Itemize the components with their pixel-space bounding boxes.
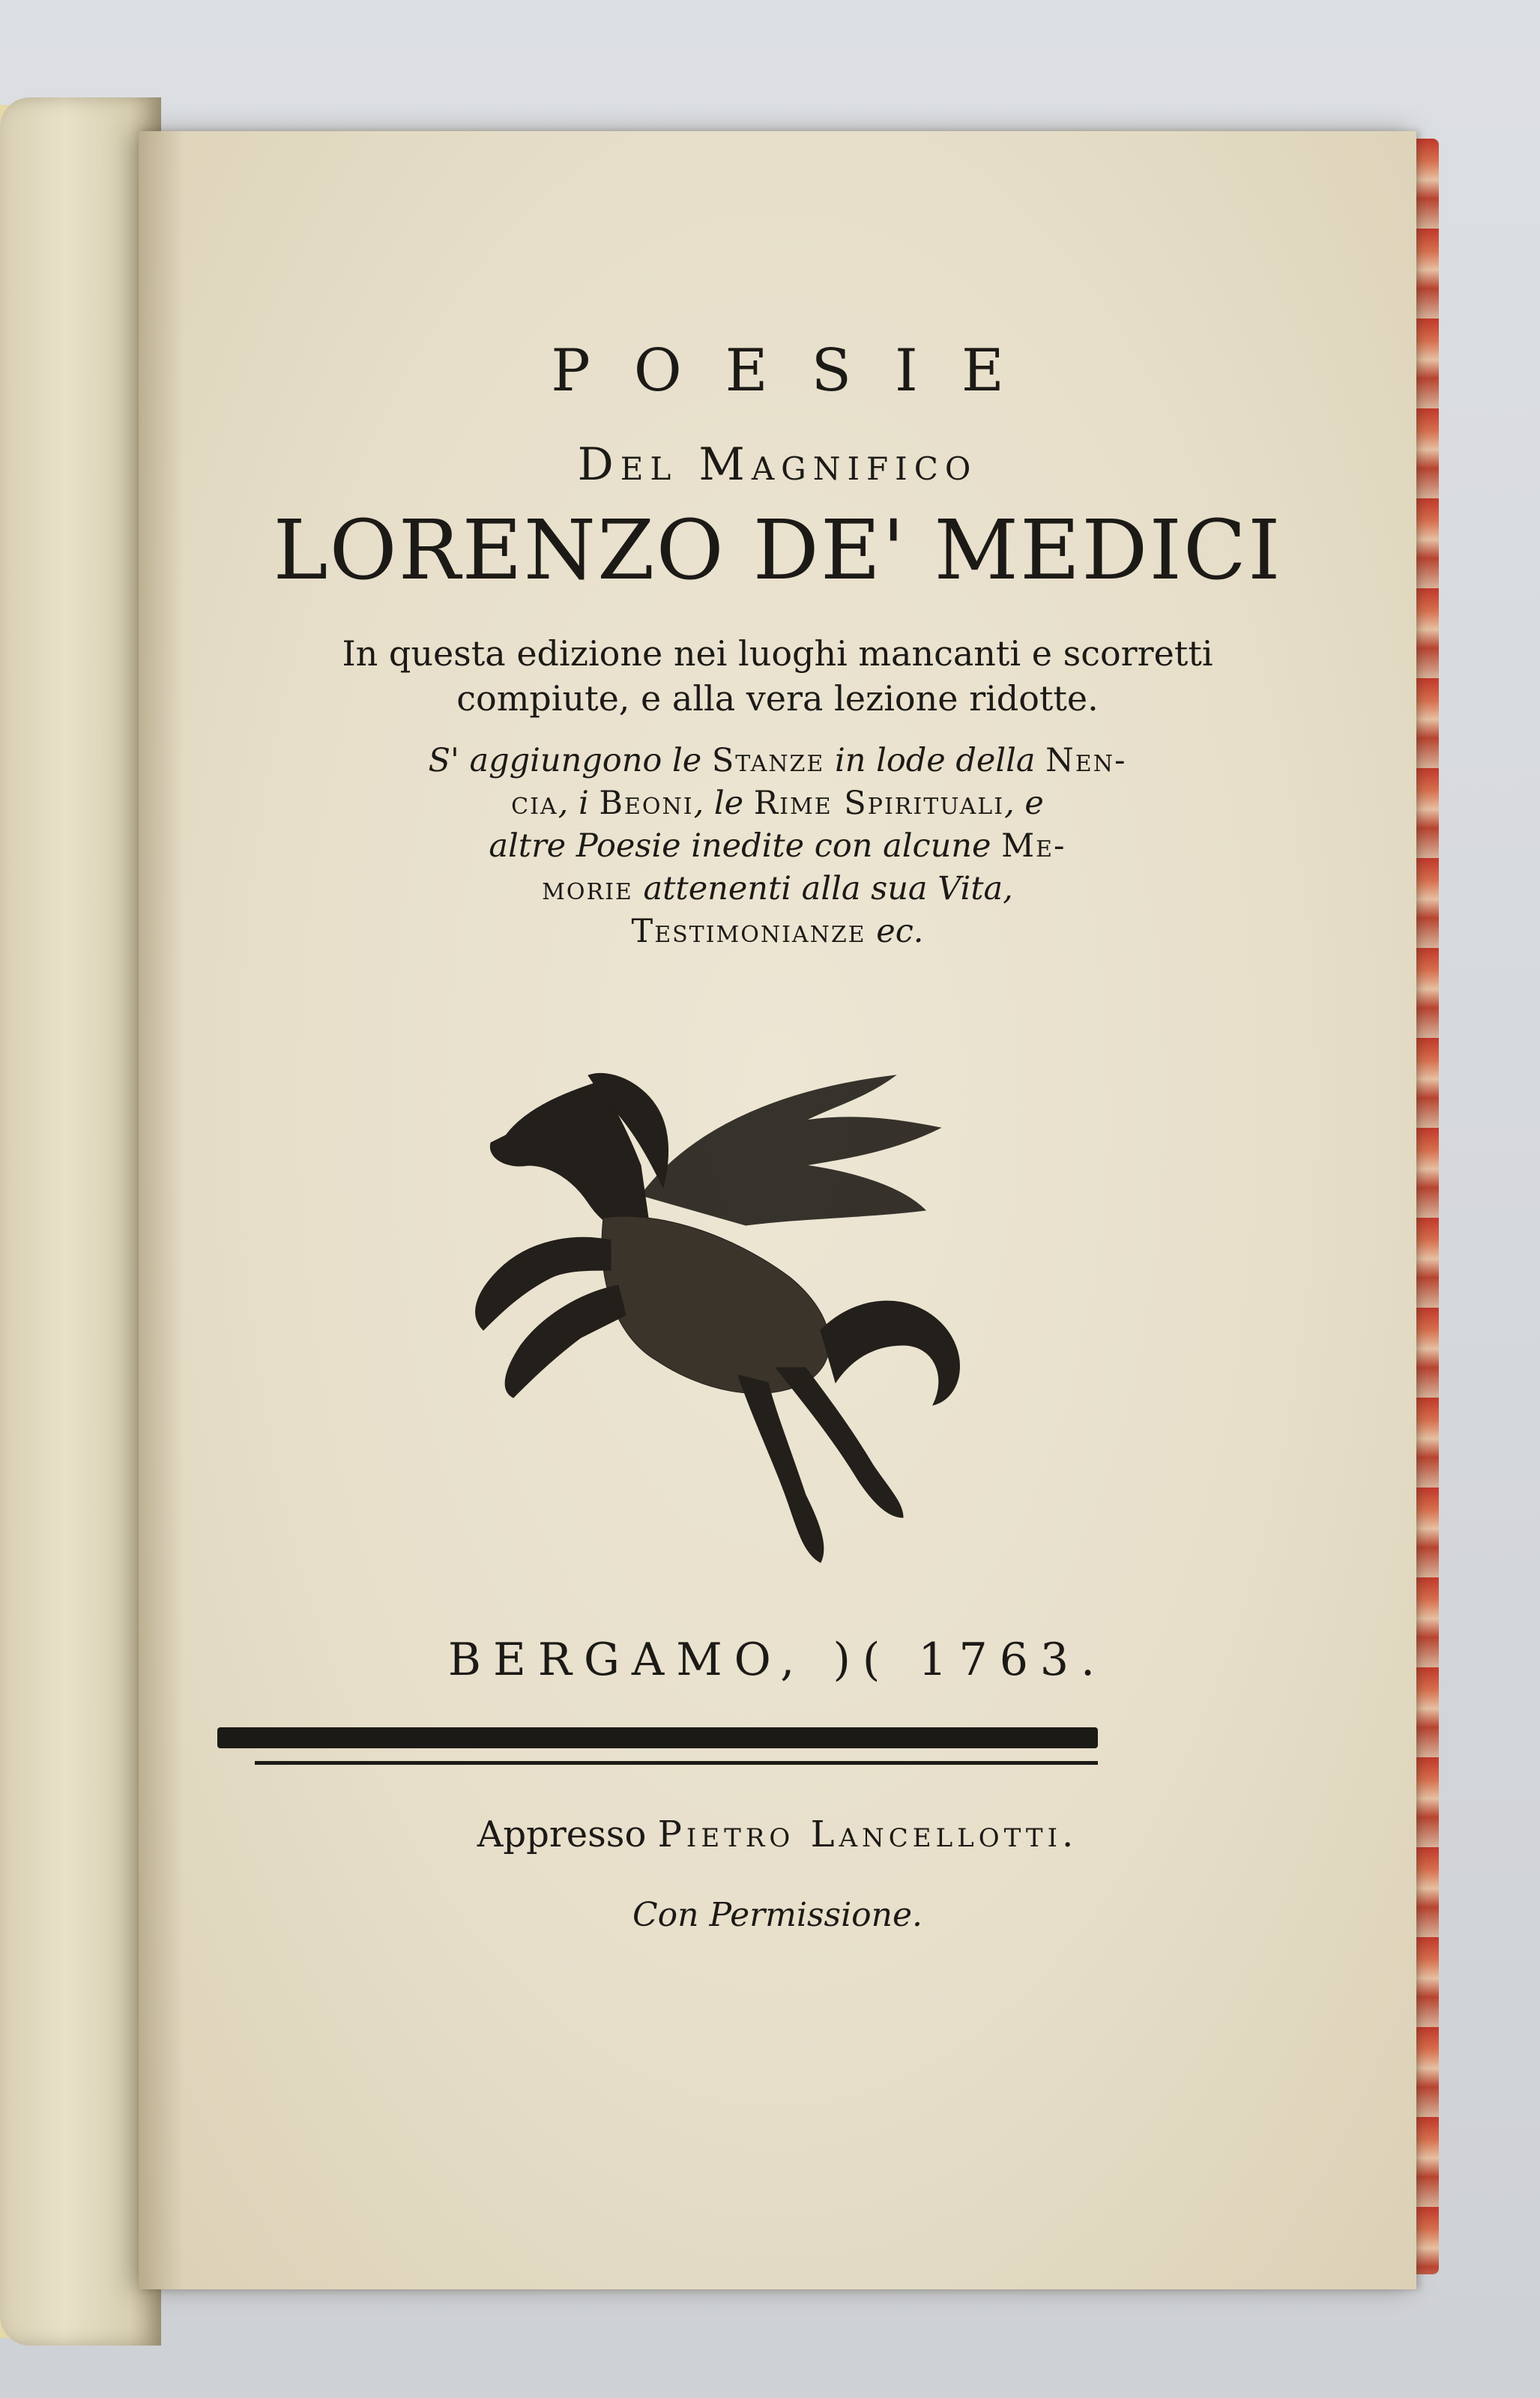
additions-text: , le [693, 785, 744, 822]
additions-text: , i [558, 785, 589, 822]
additions-text: in lode della [834, 742, 1036, 779]
additions-line-2 [139, 785, 1416, 822]
additions-line-3 [139, 827, 1416, 865]
additions-text: , e [1004, 785, 1044, 822]
title-page [139, 131, 1416, 2289]
additions-text: S' aggiungono le [428, 742, 702, 779]
thick-rule [217, 1727, 1098, 1748]
additions-smallcaps: Rime Spirituali [753, 785, 1005, 822]
additions-smallcaps: Me- [1001, 827, 1066, 865]
additions-smallcaps: Nen- [1045, 742, 1127, 779]
additions-smallcaps: Stanze [711, 742, 825, 779]
place-and-date: BERGAMO, )( 1763. [447, 1634, 1108, 1686]
left-page [0, 97, 161, 2346]
additions-text: altre Poesie inedite con alcune [489, 827, 991, 865]
additions-text: ec. [876, 913, 924, 950]
permission-line: Con Permissione. [632, 1896, 923, 1934]
description-line-1: In questa edizione nei luoghi mancanti e scorretti [342, 633, 1213, 674]
additions-line-4 [139, 870, 1416, 907]
description-line-2: compiute, e alla vera lezione ridotte. [456, 678, 1099, 719]
main-title: POESIE [551, 337, 1048, 405]
printer-name: Pietro Lancellotti. [657, 1813, 1078, 1855]
additions-smallcaps: Testimonianze [631, 913, 866, 950]
printer-line [139, 1813, 1416, 1855]
printer-prefix: Appresso [477, 1813, 647, 1855]
author-prefix: Del Magnifico [577, 438, 978, 491]
additions-text: attenenti alla sua Vita, [643, 870, 1013, 907]
additions-smallcaps: Beoni [599, 785, 694, 822]
additions-smallcaps: cia [511, 785, 558, 822]
additions-smallcaps: morie [542, 870, 633, 907]
thin-rule [255, 1761, 1098, 1765]
pegasus-woodcut [416, 1045, 985, 1600]
additions-line-1 [139, 742, 1416, 779]
additions-line-5 [139, 913, 1416, 950]
author-name: LORENZO DE' MEDICI [273, 502, 1282, 598]
